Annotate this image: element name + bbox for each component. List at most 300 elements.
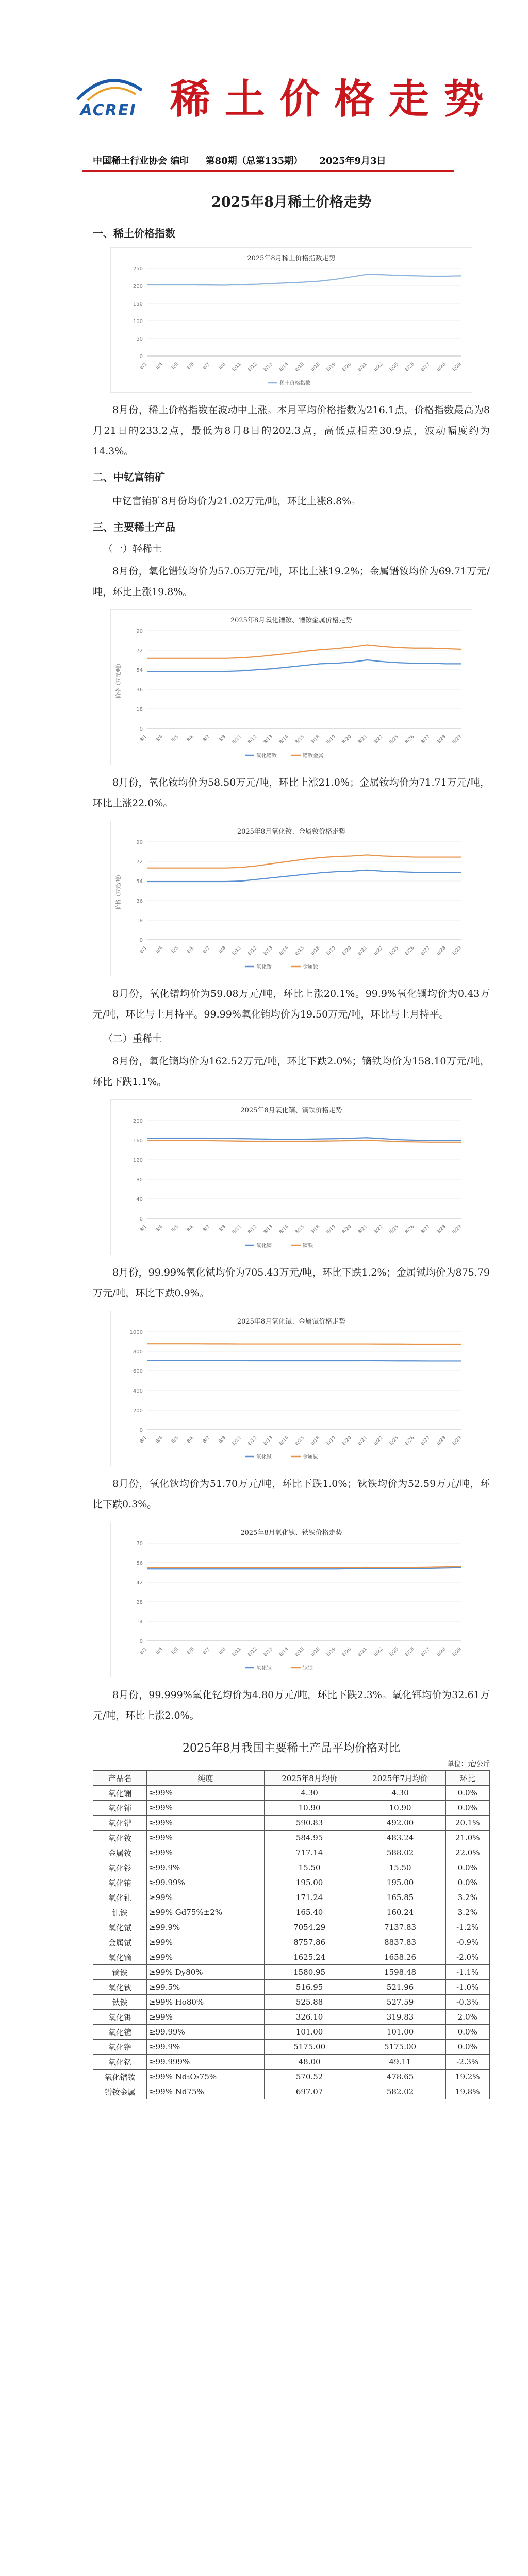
table-cell: 钆铁 <box>93 1905 147 1920</box>
table-cell: ≥99% <box>147 1786 265 1801</box>
table-cell: ≥99.99% <box>147 1875 265 1890</box>
table-cell: 525.88 <box>264 1995 355 2010</box>
paragraph-ore: 中钇富铕矿8月份均价为21.02万元/吨，环比上涨8.8%。 <box>112 496 361 507</box>
x-tick-label: 8/13 <box>262 362 274 373</box>
table-cell: 2.0% <box>446 2010 489 2025</box>
subheading-light: （一）轻稀土 <box>103 543 162 554</box>
table-cell: 15.50 <box>355 1860 446 1875</box>
masthead-header <box>0 0 528 170</box>
x-tick-label: 8/22 <box>373 945 384 957</box>
x-tick-label: 8/8 <box>218 1224 227 1233</box>
x-tick-label: 8/15 <box>294 945 306 957</box>
chart-title: 2025年8月氧化钬、钬铁价格走势 <box>240 1529 342 1537</box>
table-cell: 1625.24 <box>264 1950 355 1965</box>
x-tick-label: 8/19 <box>325 1224 337 1235</box>
paragraph-pr: 8月份，氧化镨均价为59.08万元/吨，环比上涨20.1%。99.9%氧化镧均价为0.43万元/吨，环比与上月持平。99.99%氧化铕均价为19.50万元/吨，环比与上月持平。 <box>93 988 490 1020</box>
series-line <box>147 1567 461 1568</box>
table-cell: 4.30 <box>355 1786 446 1801</box>
y-tick-label: 150 <box>133 301 143 307</box>
table-cell: 氧化镝 <box>93 1950 147 1965</box>
x-tick-label: 8/6 <box>186 1224 195 1233</box>
chart-title: 2025年8月氧化镝、镝铁价格走势 <box>240 1107 342 1114</box>
x-tick-label: 8/18 <box>310 1224 321 1235</box>
y-tick-label: 0 <box>139 1639 143 1645</box>
table-header-cell: 纯度 <box>147 1771 265 1786</box>
table-header-cell: 产品名 <box>93 1771 147 1786</box>
x-tick-label: 8/28 <box>436 1647 447 1658</box>
x-tick-label: 8/21 <box>357 362 369 373</box>
series-line <box>147 645 461 658</box>
x-tick-label: 8/15 <box>294 362 306 373</box>
x-tick-label: 8/28 <box>436 945 447 957</box>
legend-label: 氧化镝 <box>256 1243 272 1249</box>
table-cell: 195.00 <box>264 1875 355 1890</box>
x-tick-label: 8/29 <box>451 362 463 373</box>
table-cell: 697.07 <box>264 2084 355 2099</box>
x-tick-label: 8/19 <box>325 362 337 373</box>
table-cell: 氧化镨钕 <box>93 2070 147 2084</box>
x-tick-label: 8/8 <box>218 945 227 955</box>
table-cell: 氧化钆 <box>93 1890 147 1905</box>
x-tick-label: 8/20 <box>341 362 353 373</box>
y-tick-label: 36 <box>136 899 143 904</box>
x-tick-label: 8/22 <box>373 1647 384 1658</box>
x-tick-label: 8/21 <box>357 1647 369 1658</box>
table-cell: 5175.00 <box>264 2040 355 2055</box>
y-tick-label: 50 <box>136 336 143 342</box>
section-heading-index: 一、稀土价格指数 <box>93 227 175 240</box>
table-cell: 483.24 <box>355 1831 446 1845</box>
x-tick-label: 8/5 <box>170 362 180 371</box>
table-cell: ≥99% <box>147 1831 265 1845</box>
table-cell: ≥99% <box>147 1935 265 1950</box>
legend-label: 镝铁 <box>303 1243 313 1249</box>
table-cell: 570.52 <box>264 2070 355 2084</box>
y-tick-label: 14 <box>136 1619 143 1625</box>
masthead-title: 稀土价格走势 <box>170 76 499 123</box>
x-tick-label: 8/4 <box>155 1435 164 1445</box>
table-cell: ≥99% Nd₂O₃75% <box>147 2070 265 2084</box>
y-tick-label: 200 <box>133 284 143 290</box>
x-tick-label: 8/11 <box>231 1647 243 1658</box>
chart-title: 2025年8月氧化铽、金属铽价格走势 <box>237 1318 346 1326</box>
table-header-row <box>93 1771 490 1786</box>
y-tick-label: 18 <box>136 707 143 713</box>
x-tick-label: 8/11 <box>231 945 243 957</box>
table-cell: 492.00 <box>355 1816 446 1831</box>
x-tick-label: 8/19 <box>325 945 337 957</box>
table-cell: 0.0% <box>446 1801 489 1816</box>
article-body <box>93 185 490 2099</box>
legend-label: 氧化镨钕 <box>256 753 277 759</box>
table-cell: 3.2% <box>446 1905 489 1920</box>
x-tick-label: 8/27 <box>420 945 432 957</box>
y-tick-label: 600 <box>133 1369 143 1375</box>
x-tick-label: 8/20 <box>341 945 353 957</box>
x-tick-label: 8/26 <box>404 1435 416 1447</box>
table-cell: 0.0% <box>446 1875 489 1890</box>
chart-dy <box>110 1099 472 1255</box>
x-tick-label: 8/1 <box>139 1224 148 1233</box>
chart-tb-svg <box>111 1311 472 1466</box>
x-tick-label: 8/15 <box>294 1224 306 1235</box>
table-cell: 氧化钕 <box>93 1831 147 1845</box>
table-cell: ≥99.9% <box>147 1860 265 1875</box>
y-tick-label: 160 <box>133 1138 143 1144</box>
legend-label: 氧化铽 <box>256 1454 272 1460</box>
x-tick-label: 8/29 <box>451 1647 463 1658</box>
table-cell: 319.83 <box>355 2010 446 2025</box>
x-tick-label: 8/4 <box>155 945 164 955</box>
table-cell: 15.50 <box>264 1860 355 1875</box>
x-tick-label: 8/22 <box>373 1435 384 1447</box>
x-tick-label: 8/28 <box>436 1224 447 1235</box>
x-tick-label: 8/26 <box>404 1224 416 1235</box>
y-tick-label: 0 <box>139 1216 143 1222</box>
paragraph-prnd: 8月份，氧化镨钕均价为57.05万元/吨，环比上涨19.2%；金属镨钕均价为69.71万元/吨，环比上涨19.8%。 <box>93 566 490 598</box>
x-tick-label: 8/1 <box>139 734 148 743</box>
x-tick-label: 8/14 <box>278 734 290 745</box>
x-tick-label: 8/22 <box>373 1224 384 1235</box>
table-cell: 582.02 <box>355 2084 446 2099</box>
y-tick-label: 54 <box>136 879 143 885</box>
x-tick-label: 8/27 <box>420 1224 432 1235</box>
table-title: 2025年8月我国主要稀土产品平均价格对比 <box>183 1742 400 1755</box>
table-cell: 717.14 <box>264 1845 355 1860</box>
x-tick-label: 8/11 <box>231 734 243 745</box>
x-tick-label: 8/25 <box>388 1224 400 1235</box>
x-tick-label: 8/27 <box>420 734 432 745</box>
legend-label: 金属铽 <box>303 1454 318 1460</box>
y-tick-label: 56 <box>136 1561 143 1566</box>
x-tick-label: 8/18 <box>310 362 321 373</box>
x-tick-label: 8/20 <box>341 734 353 745</box>
table-cell: 3.2% <box>446 1890 489 1905</box>
x-tick-label: 8/5 <box>170 945 180 955</box>
table-cell: ≥99.9% <box>147 1920 265 1935</box>
y-tick-label: 250 <box>133 266 143 272</box>
paragraph-ho: 8月份，氧化钬均价为51.70万元/吨，环比下跌1.0%；钬铁均价为52.59万元/吨，环比下跌0.3%。 <box>93 1478 490 1510</box>
y-tick-label: 54 <box>136 668 143 673</box>
table-cell: 584.95 <box>264 1831 355 1845</box>
x-tick-label: 8/21 <box>357 945 369 957</box>
y-tick-label: 28 <box>136 1600 143 1605</box>
x-tick-label: 8/26 <box>404 945 416 957</box>
x-tick-label: 8/27 <box>420 1647 432 1658</box>
chart-title: 2025年8月氧化钕、金属钕价格走势 <box>237 828 346 836</box>
table-row <box>93 2070 490 2084</box>
x-tick-label: 8/25 <box>388 945 400 957</box>
section-heading-products: 三、主要稀土产品 <box>93 521 175 533</box>
x-tick-label: 8/29 <box>451 734 463 745</box>
table-cell: ≥99.999% <box>147 2055 265 2070</box>
table-cell: ≥99% <box>147 1816 265 1831</box>
table-cell: 48.00 <box>264 2055 355 2070</box>
table-cell: 171.24 <box>264 1890 355 1905</box>
table-header-cell: 环比 <box>446 1771 489 1786</box>
table-row <box>93 1786 490 1801</box>
section-heading-ore: 二、中钇富铕矿 <box>93 471 165 483</box>
table-cell: -2.3% <box>446 2055 489 2070</box>
table-cell: ≥99% Dy80% <box>147 1965 265 1980</box>
table-cell: 326.10 <box>264 2010 355 2025</box>
x-tick-label: 8/7 <box>202 1435 211 1445</box>
table-cell: ≥99% Ho80% <box>147 1995 265 2010</box>
y-tick-label: 0 <box>139 354 143 360</box>
table-cell: 165.85 <box>355 1890 446 1905</box>
y-tick-label: 0 <box>139 938 143 943</box>
table-cell: 氧化钇 <box>93 2055 147 2070</box>
table-cell: -1.0% <box>446 1980 489 1995</box>
x-tick-label: 8/15 <box>294 1435 306 1447</box>
table-row <box>93 1860 490 1875</box>
x-tick-label: 8/18 <box>310 1647 321 1658</box>
x-tick-label: 8/4 <box>155 362 164 371</box>
x-tick-label: 8/8 <box>218 1647 227 1656</box>
chart-nd <box>110 821 472 976</box>
legend-label: 氧化钕 <box>256 964 272 970</box>
x-tick-label: 8/20 <box>341 1647 353 1658</box>
x-tick-label: 8/25 <box>388 734 400 745</box>
x-tick-label: 8/7 <box>202 362 211 371</box>
table-row <box>93 1845 490 1860</box>
table-row <box>93 1980 490 1995</box>
table-cell: 8837.83 <box>355 1935 446 1950</box>
table-cell: -1.2% <box>446 1920 489 1935</box>
x-tick-label: 8/6 <box>186 734 195 743</box>
table-cell: 氧化镥 <box>93 2040 147 2055</box>
table-cell: 氧化镧 <box>93 1786 147 1801</box>
table-cell: 8757.86 <box>264 1935 355 1950</box>
y-tick-label: 80 <box>136 1177 143 1183</box>
table-row <box>93 1875 490 1890</box>
x-tick-label: 8/7 <box>202 1647 211 1656</box>
table-row <box>93 1905 490 1920</box>
x-tick-label: 8/1 <box>139 1435 148 1445</box>
x-tick-label: 8/4 <box>155 1647 164 1656</box>
x-tick-label: 8/1 <box>139 945 148 955</box>
x-tick-label: 8/5 <box>170 1435 180 1445</box>
x-tick-label: 8/12 <box>247 734 258 745</box>
y-tick-label: 200 <box>133 1118 143 1124</box>
table-cell: 0.0% <box>446 1860 489 1875</box>
table-cell: 氧化铒 <box>93 2010 147 2025</box>
paragraph-dy: 8月份，氧化镝均价为162.52万元/吨，环比下跌2.0%；镝铁均价为158.10万元/吨，环比下跌1.1%。 <box>93 1056 490 1088</box>
x-tick-label: 8/19 <box>325 1435 337 1447</box>
x-tick-label: 8/12 <box>247 1435 258 1447</box>
table-row <box>93 1965 490 1980</box>
table-row <box>93 2084 490 2099</box>
x-tick-label: 8/29 <box>451 1224 463 1235</box>
x-tick-label: 8/27 <box>420 1435 432 1447</box>
x-tick-label: 8/14 <box>278 1435 290 1447</box>
table-row <box>93 1950 490 1965</box>
x-tick-label: 8/21 <box>357 1224 369 1235</box>
series-line <box>147 274 461 285</box>
table-cell: 49.11 <box>355 2055 446 2070</box>
x-tick-label: 8/20 <box>341 1224 353 1235</box>
table-cell: 21.0% <box>446 1831 489 1845</box>
table-row <box>93 1816 490 1831</box>
x-tick-label: 8/19 <box>325 734 337 745</box>
x-tick-label: 8/12 <box>247 362 258 373</box>
x-tick-label: 8/6 <box>186 945 195 955</box>
table-cell: 5175.00 <box>355 2040 446 2055</box>
y-axis-label: 价格（万元/吨） <box>116 660 122 699</box>
table-cell: 527.59 <box>355 1995 446 2010</box>
table-cell: 521.96 <box>355 1980 446 1995</box>
table-cell: 氧化钐 <box>93 1860 147 1875</box>
table-cell: 20.1% <box>446 1816 489 1831</box>
table-cell: 588.02 <box>355 1845 446 1860</box>
table-row <box>93 1831 490 1845</box>
x-tick-label: 8/19 <box>325 1647 337 1658</box>
y-tick-label: 90 <box>136 629 143 634</box>
x-tick-label: 8/21 <box>357 734 369 745</box>
x-tick-label: 8/11 <box>231 1435 243 1447</box>
x-tick-label: 8/25 <box>388 1647 400 1658</box>
series-line <box>147 870 461 882</box>
x-tick-label: 8/13 <box>262 945 274 957</box>
table-cell: 4.30 <box>264 1786 355 1801</box>
x-tick-label: 8/5 <box>170 1647 180 1656</box>
x-tick-label: 8/13 <box>262 734 274 745</box>
table-cell: -0.3% <box>446 1995 489 2010</box>
x-tick-label: 8/8 <box>218 734 227 743</box>
x-tick-label: 8/12 <box>247 1224 258 1235</box>
y-tick-label: 18 <box>136 918 143 924</box>
y-tick-label: 0 <box>139 1428 143 1433</box>
x-tick-label: 8/18 <box>310 945 321 957</box>
y-tick-label: 1000 <box>129 1330 143 1335</box>
x-tick-label: 8/15 <box>294 1647 306 1658</box>
table-cell: 氧化铈 <box>93 1801 147 1816</box>
table-cell: ≥99.5% <box>147 1980 265 1995</box>
table-cell: -0.9% <box>446 1935 489 1950</box>
paragraph-tb: 8月份，99.99%氧化铽均价为705.43万元/吨，环比下跌1.2%；金属铽均价为875.79万元/吨，环比下跌0.9%。 <box>93 1267 490 1299</box>
x-tick-label: 8/27 <box>420 362 432 373</box>
table-cell: 镨钕金属 <box>93 2084 147 2099</box>
table-row <box>93 1920 490 1935</box>
table-cell: 0.0% <box>446 2025 489 2040</box>
y-tick-label: 120 <box>133 1158 143 1163</box>
x-tick-label: 8/21 <box>357 1435 369 1447</box>
table-cell: 7137.83 <box>355 1920 446 1935</box>
y-tick-label: 40 <box>136 1197 143 1202</box>
y-tick-label: 100 <box>133 319 143 325</box>
table-cell: 101.00 <box>264 2025 355 2040</box>
x-tick-label: 8/5 <box>170 734 180 743</box>
table-header-cell: 2025年8月均价 <box>264 1771 355 1786</box>
x-tick-label: 8/13 <box>262 1224 274 1235</box>
x-tick-label: 8/4 <box>155 1224 164 1233</box>
table-cell: 镝铁 <box>93 1965 147 1980</box>
table-cell: 氧化钬 <box>93 1980 147 1995</box>
chart-title: 2025年8月稀土价格指数走势 <box>247 255 336 262</box>
paragraph-index: 8月份，稀土价格指数在波动中上涨。本月平均价格指数为216.1点，价格指数最高为8月21日的233.2点，最低为8月8日的202.3点，高低点相差30.9点，波动幅度约为14.3%。 <box>93 404 490 457</box>
paragraph-er: 8月份，99.999%氧化钇均价为4.80万元/吨，环比下跌2.3%。氧化铒均价为32.61万元/吨，环比上涨2.0%。 <box>93 1689 490 1721</box>
table-cell: 1580.95 <box>264 1965 355 1980</box>
y-tick-label: 90 <box>136 840 143 845</box>
table-cell: 10.90 <box>264 1801 355 1816</box>
y-tick-label: 42 <box>136 1580 143 1586</box>
y-tick-label: 400 <box>133 1388 143 1394</box>
subheading-heavy: （二）重稀土 <box>103 1033 162 1044</box>
y-tick-label: 72 <box>136 648 143 654</box>
table-cell: 0.0% <box>446 1786 489 1801</box>
x-tick-label: 8/6 <box>186 1435 195 1445</box>
legend-label: 氧化钬 <box>256 1666 272 1671</box>
x-tick-label: 8/8 <box>218 362 227 371</box>
table-cell: 1658.26 <box>355 1950 446 1965</box>
x-tick-label: 8/13 <box>262 1435 274 1447</box>
table-cell: 478.65 <box>355 2070 446 2084</box>
chart-ho-svg <box>111 1522 472 1677</box>
y-axis-label: 价格（万元/吨） <box>116 872 122 910</box>
x-tick-label: 8/14 <box>278 1224 290 1235</box>
table-cell: ≥99% <box>147 1950 265 1965</box>
table-row <box>93 1801 490 1816</box>
document-title: 2025年8月稀土价格走势 <box>211 194 371 210</box>
x-tick-label: 8/11 <box>231 362 243 373</box>
x-tick-label: 8/18 <box>310 1435 321 1447</box>
x-tick-label: 8/22 <box>373 734 384 745</box>
x-tick-label: 8/28 <box>436 362 447 373</box>
table-cell: 19.8% <box>446 2084 489 2099</box>
x-tick-label: 8/1 <box>139 362 148 371</box>
table-cell: -1.1% <box>446 1965 489 1980</box>
logo-text: ACREI <box>80 101 137 120</box>
table-cell: 金属铽 <box>93 1935 147 1950</box>
table-cell: 0.0% <box>446 2040 489 2055</box>
x-tick-label: 8/12 <box>247 1647 258 1658</box>
x-tick-label: 8/7 <box>202 1224 211 1233</box>
x-tick-label: 8/26 <box>404 1647 416 1658</box>
x-tick-label: 8/14 <box>278 945 290 957</box>
table-header-cell: 2025年7月均价 <box>355 1771 446 1786</box>
x-tick-label: 8/5 <box>170 1224 180 1233</box>
table-cell: 22.0% <box>446 1845 489 1860</box>
x-tick-label: 8/15 <box>294 734 306 745</box>
x-tick-label: 8/28 <box>436 734 447 745</box>
x-tick-label: 8/7 <box>202 734 211 743</box>
issue-date: 2025年9月3日 <box>319 156 386 166</box>
table-row <box>93 2025 490 2040</box>
x-tick-label: 8/29 <box>451 1435 463 1447</box>
table-cell: 7054.29 <box>264 1920 355 1935</box>
x-tick-label: 8/29 <box>451 945 463 957</box>
table-cell: -2.0% <box>446 1950 489 1965</box>
table-cell: ≥99.99% <box>147 2025 265 2040</box>
x-tick-label: 8/14 <box>278 362 290 373</box>
acrei-logo <box>70 70 147 120</box>
price-comparison-table <box>93 1770 490 2099</box>
table-cell: 590.83 <box>264 1816 355 1831</box>
legend-label: 镨钕金属 <box>303 753 323 759</box>
table-cell: 氧化镱 <box>93 2025 147 2040</box>
logo-arc-icon <box>70 70 147 106</box>
table-cell: 195.00 <box>355 1875 446 1890</box>
y-tick-label: 0 <box>139 726 143 732</box>
table-row <box>93 1995 490 2010</box>
x-tick-label: 8/25 <box>388 1435 400 1447</box>
table-row <box>93 1890 490 1905</box>
x-tick-label: 8/13 <box>262 1647 274 1658</box>
x-tick-label: 8/1 <box>139 1647 148 1656</box>
y-tick-label: 800 <box>133 1349 143 1355</box>
chart-price-index <box>110 247 472 393</box>
issue-number: 第80期（总第135期） <box>205 156 303 166</box>
